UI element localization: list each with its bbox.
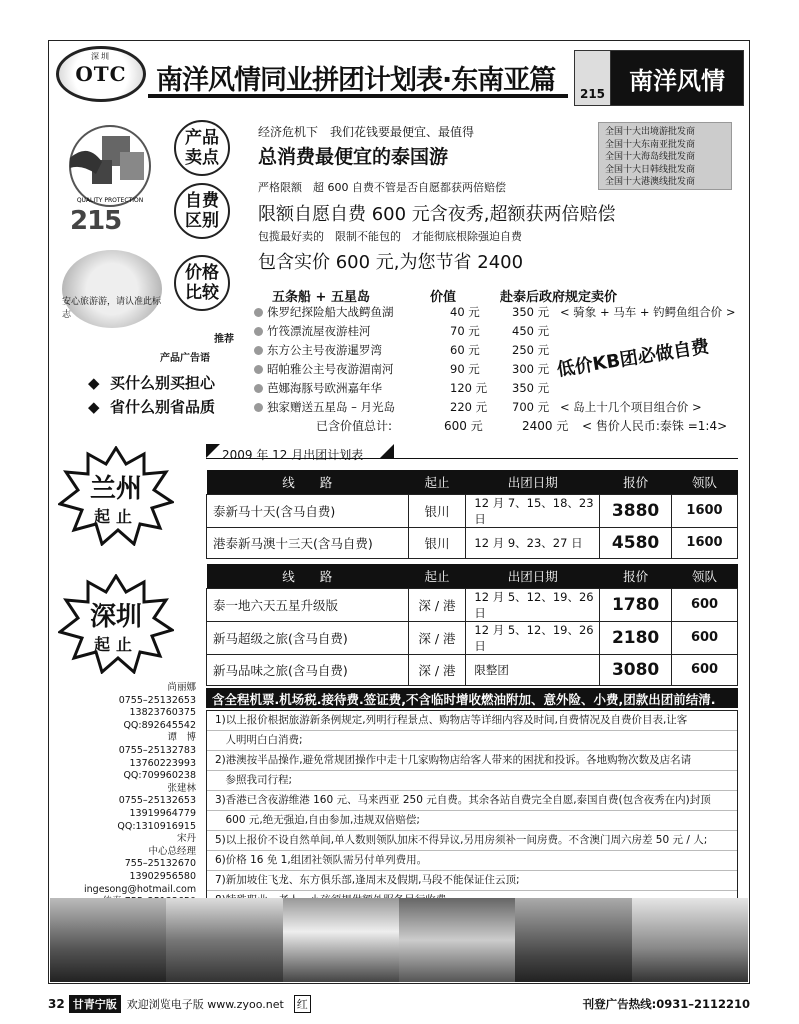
table-row	[207, 527, 738, 558]
compare-note	[560, 399, 702, 415]
safety-seal	[62, 250, 162, 328]
compare-item	[254, 399, 395, 415]
page-title: 南洋风情同业拼团计划表·东南亚篇	[148, 58, 568, 98]
cell-route: 新马品味之旅(含马自费)	[207, 654, 409, 685]
col-leader: 领队	[672, 564, 738, 588]
slogan-bullet-1: ◆ 买什么别买担心	[88, 374, 215, 392]
note-line: 6)价格 16 免 1,组团社领队需另付单列费用。	[207, 851, 737, 871]
col-price: 报价	[600, 564, 672, 588]
contact-line: 13919964779	[129, 807, 196, 819]
compare-price-text: 350 元	[512, 381, 550, 395]
contact-list	[84, 682, 196, 909]
cell-from: 银川	[408, 494, 466, 527]
star-shenzhen	[58, 574, 174, 674]
compare-value-text: 220 元	[450, 400, 488, 414]
contact-line: 0755–25132653	[118, 694, 196, 706]
distributor-box	[598, 122, 732, 190]
compare-item-text: 昭帕雅公主号夜游湄南河	[267, 362, 394, 376]
brand-logo	[574, 50, 744, 106]
compare-price-text: 450 元	[512, 324, 550, 338]
col-dates: 出团日期	[466, 564, 600, 588]
contact-line: QQ:892645542	[123, 719, 196, 731]
slogan-kb: 低价KB团必做自费	[555, 336, 711, 381]
compare-price	[512, 399, 549, 415]
star-lanzhou	[58, 446, 174, 546]
selling-headline-3: 包含实价 600 元,为您节省 2400	[258, 252, 524, 273]
compare-item-text: 竹筏漂流屋夜游桂河	[267, 324, 371, 338]
compare-head-value: 价值	[430, 290, 457, 305]
bullet-dot-icon	[254, 365, 263, 374]
slogan-bullet-2-text: 省什么别省品质	[109, 398, 215, 416]
cell-dates: 12 月 9、23、27 日	[466, 527, 600, 558]
compare-row	[254, 304, 754, 322]
distributor-line: 全国十大日韩线批发商	[605, 164, 696, 175]
compare-row	[254, 361, 754, 379]
compare-price	[512, 323, 549, 339]
cell-price: 4580	[600, 527, 672, 558]
selling-line-1: 经济危机下 我们花钱要最便宜、最值得	[258, 125, 475, 139]
cell-leader: 600	[672, 654, 738, 685]
photo-strip	[50, 898, 748, 982]
cell-from: 深 / 港	[408, 588, 466, 621]
cell-route: 泰新马十天(含马自费)	[207, 494, 409, 527]
compare-item	[254, 304, 394, 320]
recommend-label-1: 推荐	[214, 334, 234, 345]
contact-line: 宋丹	[176, 833, 196, 845]
distributor-line: 全国十大海岛线批发商	[605, 152, 696, 162]
schedule-table-shenzhen	[206, 564, 738, 686]
cell-route: 新马超级之旅(含马自费)	[207, 621, 409, 654]
col-from: 起止	[408, 564, 466, 588]
cell-leader: 600	[672, 588, 738, 621]
table-row	[207, 494, 738, 527]
distributor-line: 全国十大东南亚批发商	[605, 139, 696, 150]
cell-route: 港泰新马澳十三天(含马自费)	[207, 527, 409, 558]
cell-leader: 1600	[672, 527, 738, 558]
compare-value	[450, 361, 480, 377]
schedule-rule	[206, 458, 738, 459]
contact-line: 13823760375	[129, 707, 196, 719]
contact-line: 13902956580	[129, 870, 196, 882]
col-leader: 领队	[672, 470, 738, 494]
table-row	[207, 588, 738, 621]
triangle-icon	[206, 444, 220, 458]
cell-leader: 1600	[672, 494, 738, 527]
cell-dates: 12 月 7、15、18、23 日	[466, 494, 600, 527]
compare-price	[512, 304, 549, 320]
compare-item-text: 东方公主号夜游暹罗湾	[267, 343, 382, 357]
compare-note-text: < 骑象 + 马车 + 钓鳄鱼组合价 >	[560, 305, 736, 319]
site-text: 欢迎浏览电子版 www.zyoo.net	[126, 998, 284, 1011]
table-row	[207, 621, 738, 654]
bubble-price-compare: 价格比较	[174, 255, 230, 311]
cell-leader: 600	[672, 621, 738, 654]
note-line: 参照我司行程;	[207, 771, 737, 791]
col-route: 线 路	[207, 564, 409, 588]
star-qizhi: 起止	[93, 507, 138, 526]
cell-dates: 12 月 5、12、19、26 日	[466, 588, 600, 621]
distributor-line: 全国十大港澳线批发商	[605, 177, 696, 187]
compare-item	[254, 361, 394, 377]
cell-price: 1780	[600, 588, 672, 621]
otc-logo-top: 深圳	[91, 52, 111, 61]
photo-dancers	[166, 898, 282, 982]
contact-line: QQ:1310916915	[117, 820, 196, 832]
bubble-selling-points: 产品卖点	[174, 120, 230, 176]
cell-dates: 限整团	[466, 654, 600, 685]
bullet-dot-icon	[254, 384, 263, 393]
star-city: 兰州	[89, 474, 142, 504]
compare-value	[450, 323, 480, 339]
star-qizhi: 起止	[93, 635, 138, 654]
cell-dates: 12 月 5、12、19、26 日	[466, 621, 600, 654]
total-note: < 售价人民币:泰铢 =1:4>	[582, 419, 728, 433]
logo-215: 215	[70, 206, 122, 236]
compare-price	[512, 342, 549, 358]
selling-line-2: 严格限额 超 600 自费不管是否自愿都获两倍赔偿	[258, 181, 506, 194]
qp-logo-text: QUALITY PROTECTION	[76, 197, 144, 204]
contact-line: 中心总经理	[148, 845, 196, 857]
seal-text: 安心旅游游，请认准此标志	[62, 297, 162, 320]
bullet-dot-icon	[254, 308, 263, 317]
compare-item-text: 侏罗纪探险船大战鳄鱼湖	[267, 305, 394, 319]
compare-head-item: 五条船 + 五星岛	[272, 290, 370, 305]
compare-value-text: 40 元	[450, 305, 480, 319]
publication-name: 甘青宁版	[69, 995, 121, 1013]
compare-price-text: 350 元	[512, 305, 550, 319]
note-line: 1)以上报价根据旅游新条例规定,列明行程景点、购物店等详细内容及时间,自费情况及自费价目表,让客	[207, 711, 737, 731]
notes-box	[206, 710, 738, 911]
slogan-bullet-2: ◆ 省什么别省品质	[88, 398, 215, 416]
total-price: 2400 元	[522, 419, 569, 433]
table-header-row	[207, 470, 738, 494]
compare-price-text: 250 元	[512, 343, 550, 357]
compare-item-text: 独家赠送五星岛 – 月光岛	[267, 400, 396, 414]
bullet-dot-icon	[254, 327, 263, 336]
cell-price: 2180	[600, 621, 672, 654]
total-value: 600 元	[444, 419, 483, 433]
compare-item	[254, 380, 382, 396]
contact-line: 0755–25132653	[118, 795, 196, 807]
col-route: 线 路	[207, 470, 409, 494]
col-dates: 出团日期	[466, 470, 600, 494]
star-city: 深圳	[89, 602, 142, 632]
total-label: 已含价值总计:	[316, 419, 393, 433]
compare-row	[254, 399, 754, 417]
slogan-bullet-1-text: 买什么别买担心	[109, 374, 215, 392]
contact-line: 755–25132670	[124, 858, 196, 870]
compare-note-text: < 岛上十几个项目组合价 >	[560, 400, 702, 414]
recommend-label-2: 产品广告语	[160, 353, 210, 364]
compare-price	[512, 380, 549, 396]
photo-merlion	[515, 898, 631, 982]
page-number: 32	[48, 997, 65, 1011]
bubble-self-pay: 自费区别	[174, 183, 230, 239]
compare-item	[254, 342, 382, 358]
footer	[48, 992, 750, 1016]
compare-value	[450, 342, 480, 358]
compare-value-text: 60 元	[450, 343, 480, 357]
col-from: 起止	[408, 470, 466, 494]
cell-route: 泰一地六天五星升级版	[207, 588, 409, 621]
compare-head-price: 赴泰后政府规定卖价	[500, 290, 618, 305]
color-tag: 红	[294, 995, 311, 1013]
contact-line: 谭 博	[167, 732, 196, 744]
compare-price	[512, 361, 549, 377]
otc-logo	[56, 46, 146, 102]
note-line: 人明明白白消费;	[207, 731, 737, 751]
contact-line: 张建林	[167, 782, 196, 794]
note-line: 7)新加坡住飞龙、东方俱乐部,逢周末及假期,马段不能保证住云顶;	[207, 871, 737, 891]
selling-headline-2: 限额自愿自费 600 元含夜秀,超额获两倍赔偿	[258, 204, 616, 225]
compare-value-text: 90 元	[450, 362, 480, 376]
compare-note	[560, 304, 735, 320]
cell-price: 3880	[600, 494, 672, 527]
contact-line: ingesong@hotmail.com	[84, 883, 197, 895]
compare-value-text: 120 元	[450, 381, 488, 395]
selling-line-3: 包揽最好卖的 限制不能包的 才能彻底根除强迫自费	[258, 230, 522, 243]
compare-item-text: 芭娜海豚号欧洲嘉年华	[267, 381, 382, 395]
otc-logo-text: OTC	[75, 62, 127, 86]
compare-value	[450, 380, 487, 396]
compare-price-text: 300 元	[512, 362, 550, 376]
note-line: 2)港澳按半品操作,避免常规团操作中走十几家购物店给客人带来的困扰和投诉。各地购物次数及店名请	[207, 751, 737, 771]
compare-price-text: 700 元	[512, 400, 550, 414]
cell-price: 3080	[600, 654, 672, 685]
col-price: 报价	[600, 470, 672, 494]
schedule-table-lanzhou	[206, 470, 738, 559]
cell-from: 深 / 港	[408, 621, 466, 654]
ad-hotline: 刊登广告热线:0931–2112210	[582, 997, 750, 1011]
photo-lighthouse	[283, 898, 399, 982]
compare-value	[450, 399, 487, 415]
contact-line: QQ:709960238	[123, 770, 196, 782]
triangle-icon	[380, 444, 394, 458]
photo-temple	[50, 898, 166, 982]
compare-item	[254, 323, 371, 339]
note-line: 3)香港已含夜游维港 160 元、马来西亚 250 元自费。其余各站自费完全自愿,泰国自费(包含夜秀在内)封顶	[207, 791, 737, 811]
cell-from: 深 / 港	[408, 654, 466, 685]
note-line: 5)以上报价不设自然单间,单人数则领队加床不得异议,另用房须补一间房费。不含澳门周六房差 50 元 / 人;	[207, 831, 737, 851]
contact-line: 尚丽娜	[167, 682, 196, 693]
selling-headline-1: 总消费最便宜的泰国游	[258, 146, 449, 168]
table-header-row	[207, 564, 738, 588]
photo-city	[632, 898, 748, 982]
table-row	[207, 654, 738, 685]
compare-row	[254, 380, 754, 398]
included-banner: 含全程机票.机场税.接待费.签证费,不含临时增收燃油附加、意外险、小费,团款出团前结清.	[206, 688, 738, 708]
bullet-dot-icon	[254, 403, 263, 412]
distributor-line: 全国十大出境游批发商	[605, 127, 696, 137]
note-line: 600 元,绝无强迫,自由参加,违规双倍赔偿;	[207, 811, 737, 831]
bullet-dot-icon	[254, 346, 263, 355]
contact-line: 0755–25132783	[118, 744, 196, 756]
photo-performance	[399, 898, 515, 982]
cell-from: 银川	[408, 527, 466, 558]
brand-number: 215	[575, 51, 611, 105]
brand-name: 南洋风情	[611, 51, 743, 105]
compare-value	[450, 304, 480, 320]
compare-value-text: 70 元	[450, 324, 480, 338]
contact-line: 13760223993	[129, 757, 196, 769]
schedule-label: 2009 年 12 月出团计划表	[222, 448, 364, 462]
